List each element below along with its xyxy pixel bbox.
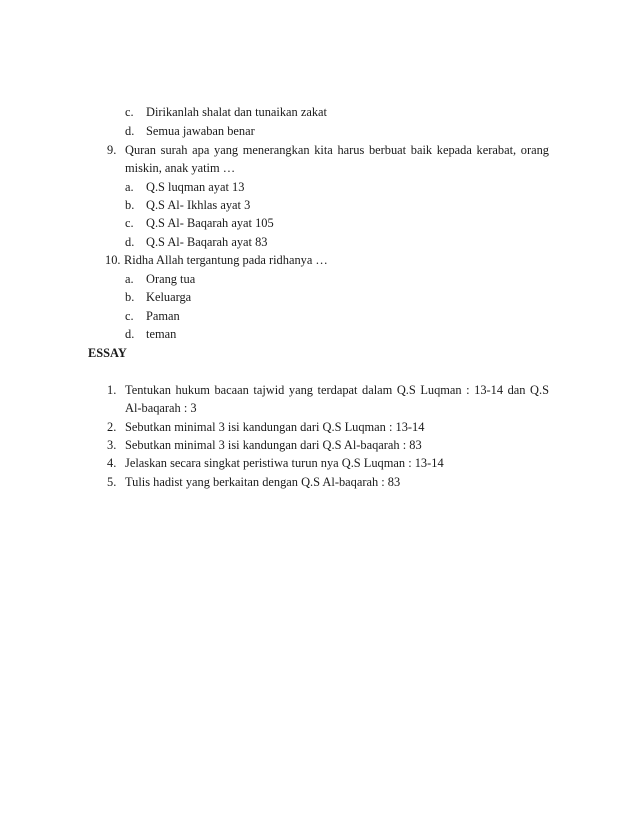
essay-number: 5. bbox=[107, 475, 117, 489]
option-marker: a. bbox=[125, 180, 134, 194]
essay-number: 1. bbox=[107, 383, 117, 397]
essay-number: 4. bbox=[107, 456, 117, 470]
question-text-line: Quran surah apa yang menerangkan kita harus berbuat baik kepada kerabat, orang bbox=[125, 143, 549, 157]
essay-number: 3. bbox=[107, 438, 117, 452]
question-number: 10. bbox=[105, 253, 121, 267]
option-text: teman bbox=[146, 327, 177, 341]
essay-text-line: Sebutkan minimal 3 isi kandungan dari Q.S Luqman : 13-14 bbox=[125, 420, 425, 434]
option-marker: b. bbox=[125, 290, 135, 304]
option-text: Q.S Al- Baqarah ayat 83 bbox=[146, 235, 268, 249]
essay-text-line: Tentukan hukum bacaan tajwid yang terdapat dalam Q.S Luqman : 13-14 dan Q.S bbox=[125, 383, 549, 397]
option-text: Orang tua bbox=[146, 272, 196, 286]
question-text-line: miskin, anak yatim … bbox=[125, 161, 236, 175]
question-number: 9. bbox=[107, 143, 117, 157]
essay-number: 2. bbox=[107, 420, 117, 434]
question-text-line: Ridha Allah tergantung pada ridhanya … bbox=[124, 253, 328, 267]
option-marker: c. bbox=[125, 105, 134, 119]
essay-text-line: Jelaskan secara singkat peristiwa turun nya Q.S Luqman : 13-14 bbox=[125, 456, 444, 470]
option-marker: a. bbox=[125, 272, 134, 286]
option-marker: c. bbox=[125, 309, 134, 323]
option-marker: b. bbox=[125, 198, 135, 212]
option-marker: d. bbox=[125, 235, 135, 249]
option-text: Q.S Al- Baqarah ayat 105 bbox=[146, 216, 274, 230]
option-marker: c. bbox=[125, 216, 134, 230]
essay-text-line: Tulis hadist yang berkaitan dengan Q.S Al-baqarah : 83 bbox=[125, 475, 401, 489]
option-text: Paman bbox=[146, 309, 180, 323]
section-heading: ESSAY bbox=[88, 346, 127, 360]
option-text: Keluarga bbox=[146, 290, 192, 304]
essay-text-line: Sebutkan minimal 3 isi kandungan dari Q.S Al-baqarah : 83 bbox=[125, 438, 422, 452]
option-text: Q.S Al- Ikhlas ayat 3 bbox=[146, 198, 251, 212]
option-marker: d. bbox=[125, 124, 135, 138]
essay-text-line: Al-baqarah : 3 bbox=[125, 401, 197, 415]
option-text: Dirikanlah shalat dan tunaikan zakat bbox=[146, 105, 327, 119]
option-marker: d. bbox=[125, 327, 135, 341]
option-text: Semua jawaban benar bbox=[146, 124, 255, 138]
option-text: Q.S luqman ayat 13 bbox=[146, 180, 245, 194]
